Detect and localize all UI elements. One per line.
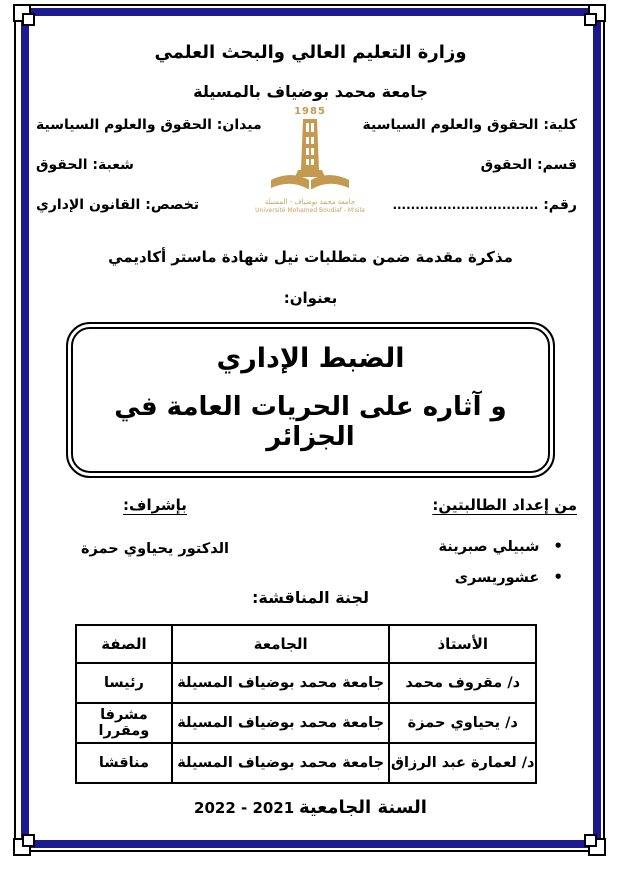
cell-professor: د/ مقروف محمد	[389, 663, 536, 703]
domain-line: ميدان: الحقوق والعلوم السياسية	[36, 117, 262, 133]
cell-role: رئيسا	[76, 663, 172, 703]
cell-university: جامعة محمد بوضياف المسيلة	[172, 743, 390, 783]
student-name: عشوريسرى	[454, 570, 540, 586]
student-item	[439, 531, 564, 562]
corner-ornament-bottom-right-small	[584, 834, 597, 847]
students-label: من إعداد الطالبتين:	[432, 496, 577, 514]
logo-caption-arabic: جامعة محمد بوضياف - المسيلة	[264, 198, 356, 206]
minaret-book-icon	[264, 118, 356, 194]
university-line: جامعة محمد بوضياف بالمسيلة	[193, 82, 428, 101]
corner-ornament-top-left-small	[22, 13, 35, 26]
faculty-line: كلية: الحقوق والعلوم السياسية	[362, 117, 577, 133]
logo-caption-french: Université Mohamed Boudiaf - M'sila	[255, 207, 365, 214]
academic-year-line	[0, 797, 621, 818]
table-row	[76, 663, 536, 703]
committee-table	[75, 624, 537, 784]
ministry-line: وزارة التعليم العالي والبحث العلمي	[154, 42, 467, 63]
table-row	[76, 703, 536, 743]
department-line: قسم: الحقوق	[480, 157, 577, 173]
cell-university: جامعة محمد بوضياف المسيلة	[172, 663, 390, 703]
number-line	[392, 197, 577, 213]
supervisor-name: الدكتور يحياوي حمزة	[81, 541, 229, 557]
committee-heading: لجنة المناقشة:	[252, 588, 369, 607]
column-professor: الأستاذ	[389, 625, 536, 663]
number-dotted-line: ................................	[392, 198, 539, 212]
student-name: شبيلي صبرينة	[438, 539, 540, 555]
bullet-icon	[553, 531, 563, 563]
students-list	[439, 531, 564, 593]
branch-line: شعبة: الحقوق	[36, 157, 134, 173]
table-row	[76, 743, 536, 783]
corner-ornament-bottom-left-small	[22, 834, 35, 847]
column-role: الصفة	[76, 625, 172, 663]
cell-role: مناقشا	[76, 743, 172, 783]
corner-ornament-top-right-small	[584, 13, 597, 26]
cell-role: مشرفا ومقررا	[76, 703, 172, 743]
university-logo	[250, 106, 370, 215]
thesis-title-box-inner	[71, 327, 550, 473]
thesis-title-box	[66, 322, 555, 478]
cell-university: جامعة محمد بوضياف المسيلة	[172, 703, 390, 743]
entitled-label: بعنوان:	[283, 289, 338, 307]
cell-professor: د/ يحياوي حمزة	[389, 703, 536, 743]
cell-professor: د/ لعمارة عبد الرزاق	[389, 743, 536, 783]
number-label: رقم:	[543, 197, 577, 213]
table-header-row	[76, 625, 536, 663]
column-university: الجامعة	[172, 625, 390, 663]
memo-intro-line: مذكرة مقدمة ضمن متطلبات نيل شهادة ماستر أكاديمي	[108, 248, 513, 266]
thesis-title-line1: الضبط الإداري	[216, 343, 405, 374]
logo-year: 1985	[294, 106, 326, 117]
thesis-title-line2: و آثاره على الحريات العامة في الجزائر	[114, 392, 507, 452]
specialty-line: تخصص: القانون الإداري	[36, 197, 200, 213]
academic-year-label: السنة الجامعية	[298, 797, 427, 818]
supervision-label: بإشراف:	[123, 496, 187, 514]
academic-year-numbers: 2021 - 2022	[194, 799, 295, 817]
